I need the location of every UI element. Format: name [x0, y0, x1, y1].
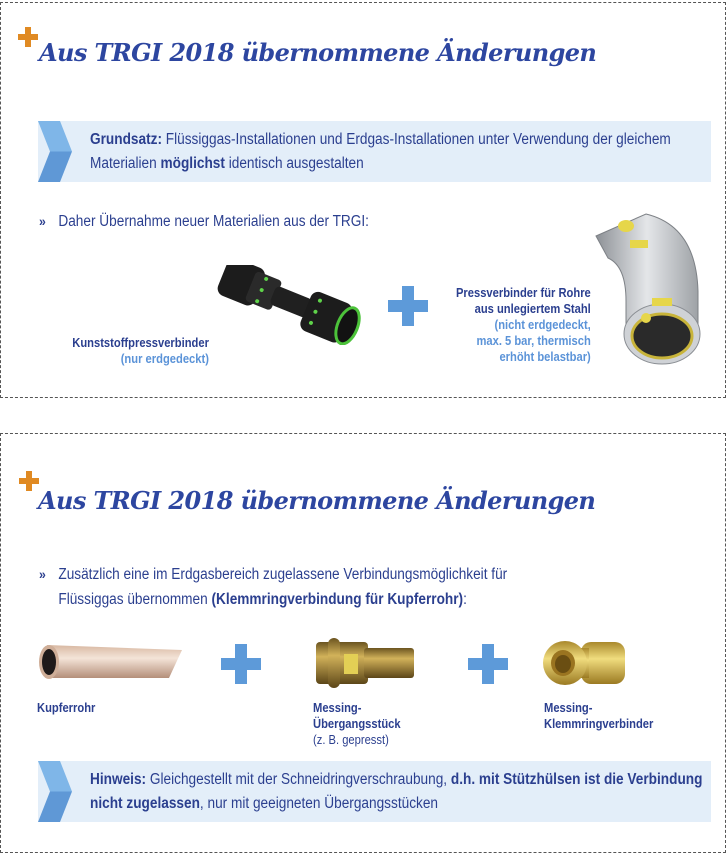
- steel-press-elbow-image: [586, 206, 706, 376]
- callout-label: Hinweis:: [90, 771, 147, 788]
- caption-note-line-3: erhöht belastbar): [499, 349, 591, 364]
- caption-title: Kupferrohr: [37, 700, 96, 715]
- bullet-marker: »: [39, 566, 46, 582]
- bullet-text-line-1: Zusätzlich eine im Erdgasbereich zugelassene Verbindungsmöglichkeit für: [58, 566, 508, 583]
- bullet-text-end: :: [463, 591, 467, 608]
- caption-title-line-2: Klemmringverbinder: [544, 716, 654, 731]
- caption-note: (nur erdgedeckt): [120, 351, 209, 366]
- plastic-press-fitting-image: [206, 265, 371, 345]
- bullet-item: [39, 562, 507, 612]
- bullet-text-line-2: Flüssiggas übernommen: [58, 591, 212, 608]
- caption-note-line-1: (nicht erdgedeckt,: [494, 317, 591, 332]
- caption-title: Kunststoffpressverbinder: [72, 335, 209, 350]
- plus-icon: [388, 286, 428, 326]
- caption-title-line-1: Messing-: [313, 700, 362, 715]
- note-callout: [38, 761, 711, 822]
- caption-title-line-1: Pressverbinder für Rohre: [456, 285, 591, 300]
- slide-2: [0, 433, 726, 853]
- bullet-text: Daher Übernahme neuer Materialien aus der TRGI:: [58, 213, 369, 230]
- principle-callout: [38, 121, 711, 182]
- callout-emphasis: möglichst: [160, 155, 225, 172]
- brass-compression-fitting-image: [541, 638, 629, 688]
- callout-text: [90, 768, 706, 816]
- slide-title: Aus TRGI 2018 übernommene Änderungen: [39, 38, 597, 67]
- callout-body-end: , nur mit geeigneten Übergangsstücken: [199, 795, 439, 812]
- bullet-emphasis: (Klemmringverbindung für Kupferrohr): [211, 591, 464, 608]
- caption-title-line-2: Übergangsstück: [313, 716, 401, 731]
- brass-adapter-image: [314, 636, 416, 690]
- steel-press-fitting-caption: [456, 285, 591, 365]
- plus-icon: [221, 644, 261, 684]
- plus-icon: [18, 27, 38, 47]
- brass-compression-fitting-caption: [544, 700, 653, 732]
- copper-pipe-image: [37, 642, 185, 684]
- callout-body: Gleichgestellt mit der Schneidringverschraubung,: [146, 771, 451, 788]
- slide-1: [0, 2, 726, 398]
- caption-note: (z. B. gepresst): [313, 732, 389, 747]
- chevron-icon: [38, 761, 72, 822]
- slide-title: Aus TRGI 2018 übernommene Änderungen: [38, 486, 596, 515]
- plus-icon: [468, 644, 508, 684]
- chevron-icon: [38, 121, 72, 182]
- plastic-press-fitting-caption: [72, 335, 209, 367]
- callout-label: Grundsatz:: [90, 131, 162, 148]
- copper-pipe-caption: [37, 700, 95, 716]
- caption-title-line-2: aus unlegiertem Stahl: [474, 301, 591, 316]
- caption-note-line-2: max. 5 bar, thermisch: [476, 333, 591, 348]
- callout-body: Flüssiggas-Installationen und Erdgas-Installationen unter Verwendung der gleichem Materialien: [90, 131, 671, 172]
- callout-text: [90, 128, 706, 176]
- caption-title-line-1: Messing-: [544, 700, 593, 715]
- plus-icon: [19, 471, 39, 491]
- callout-emphasis: d.h. mit Stützhülsen ist die Verbindung nicht zugelassen: [90, 771, 703, 812]
- callout-body-end: identisch ausgestalten: [224, 155, 364, 172]
- bullet-marker: »: [39, 213, 46, 229]
- bullet-item: [39, 209, 369, 234]
- brass-adapter-caption: [313, 700, 401, 748]
